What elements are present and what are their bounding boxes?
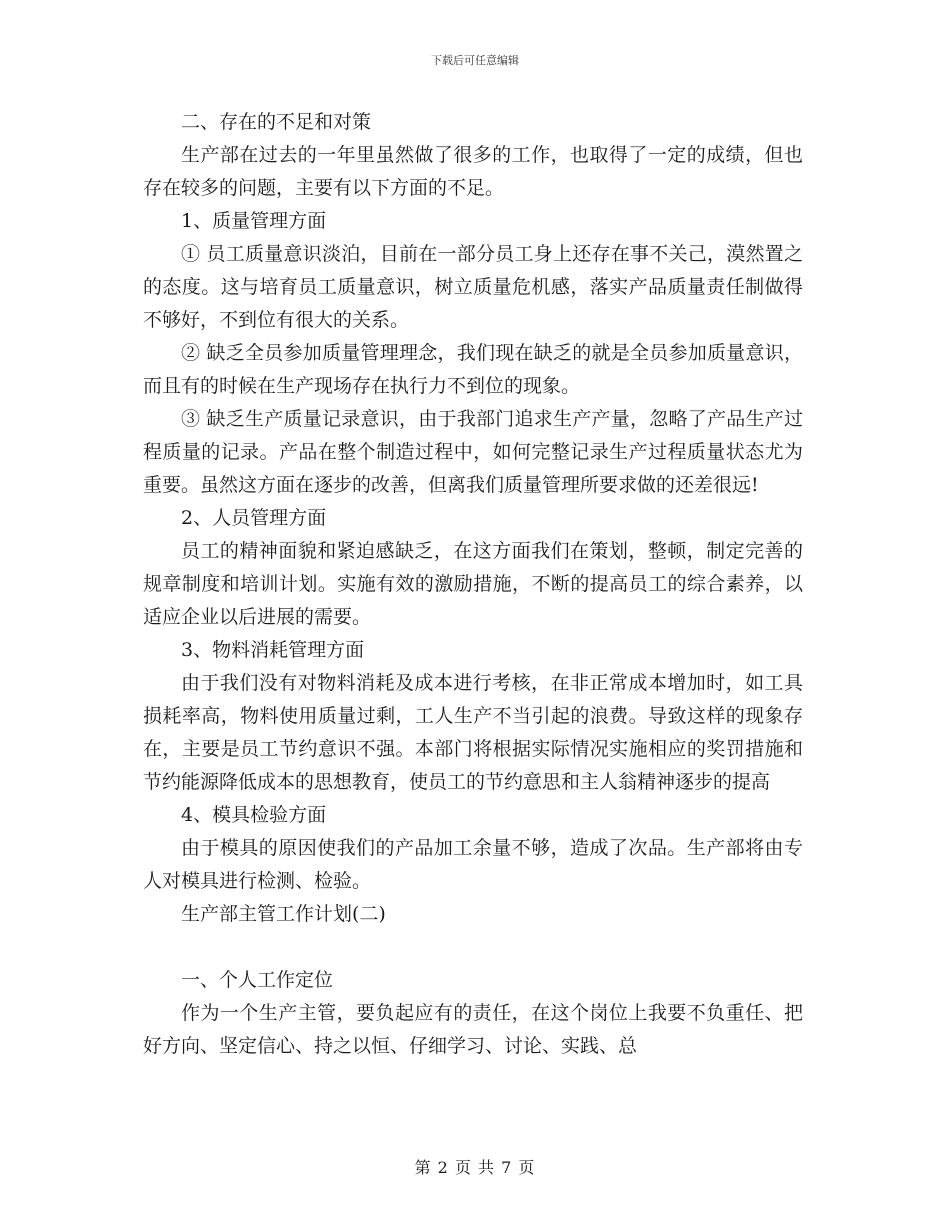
document-body	[143, 106, 803, 1063]
page-header: 下载后可任意编辑	[431, 54, 519, 67]
paragraph: 作为一个生产主管，要负起应有的责任，在这个岗位上我要不负重任、把好方向、坚定信心、持之以恒、仔细学习、讨论、实践、总	[143, 1002, 803, 1057]
page-footer: 第 2 页 共 7 页	[414, 1158, 536, 1177]
blank-line	[143, 931, 803, 964]
paragraph: ② 缺乏全员参加质量管理理念，我们现在缺乏的就是全员参加质量意识，而且有的时候在生产现场存在执行力不到位的现象。	[143, 342, 803, 397]
document-title: 生产部主管工作计划(二)	[181, 903, 386, 925]
paragraph: 由于模具的原因使我们的产品加工余量不够，造成了次品。生产部将由专人对模具进行检测、检验。	[143, 837, 803, 892]
subsection-heading: 3、物料消耗管理方面	[181, 639, 365, 661]
paragraph: ① 员工质量意识淡泊，目前在一部分员工身上还存在事不关己，漠然置之的态度。这与培育员工质量意识，树立质量危机感，落实产品质量责任制做得不够好，不到位有很大的关系。	[143, 243, 803, 331]
paragraph: 生产部在过去的一年里虽然做了很多的工作，也取得了一定的成绩，但也存在较多的问题，主要有以下方面的不足。	[143, 144, 803, 199]
section-heading: 二、存在的不足和对策	[181, 111, 372, 133]
paragraph: ③ 缺乏生产质量记录意识，由于我部门追求生产产量，忽略了产品生产过程质量的记录。产品在整个制造过程中，如何完整记录生产过程质量状态尤为重要。虽然这方面在逐步的改善，但离我们质量管理所要求做的还差很远!	[143, 408, 803, 496]
subsection-heading: 1、质量管理方面	[181, 210, 327, 232]
section-heading: 一、个人工作定位	[181, 969, 334, 991]
paragraph: 员工的精神面貌和紧迫感缺乏，在这方面我们在策划，整顿，制定完善的规章制度和培训计划。实施有效的激励措施，不断的提高员工的综合素养，以适应企业以后进展的需要。	[143, 540, 803, 628]
paragraph: 由于我们没有对物料消耗及成本进行考核，在非正常成本增加时，如工具损耗率高，物料使用质量过剩，工人生产不当引起的浪费。导致这样的现象存在，主要是员工节约意识不强。本部门将根据实际情况实施相应的奖罚措施和节约能源降低成本的思想教育，使员工的节约意思和主人翁精神逐步的提高	[143, 672, 803, 793]
subsection-heading: 4、模具检验方面	[181, 804, 327, 826]
subsection-heading: 2、人员管理方面	[181, 507, 327, 529]
